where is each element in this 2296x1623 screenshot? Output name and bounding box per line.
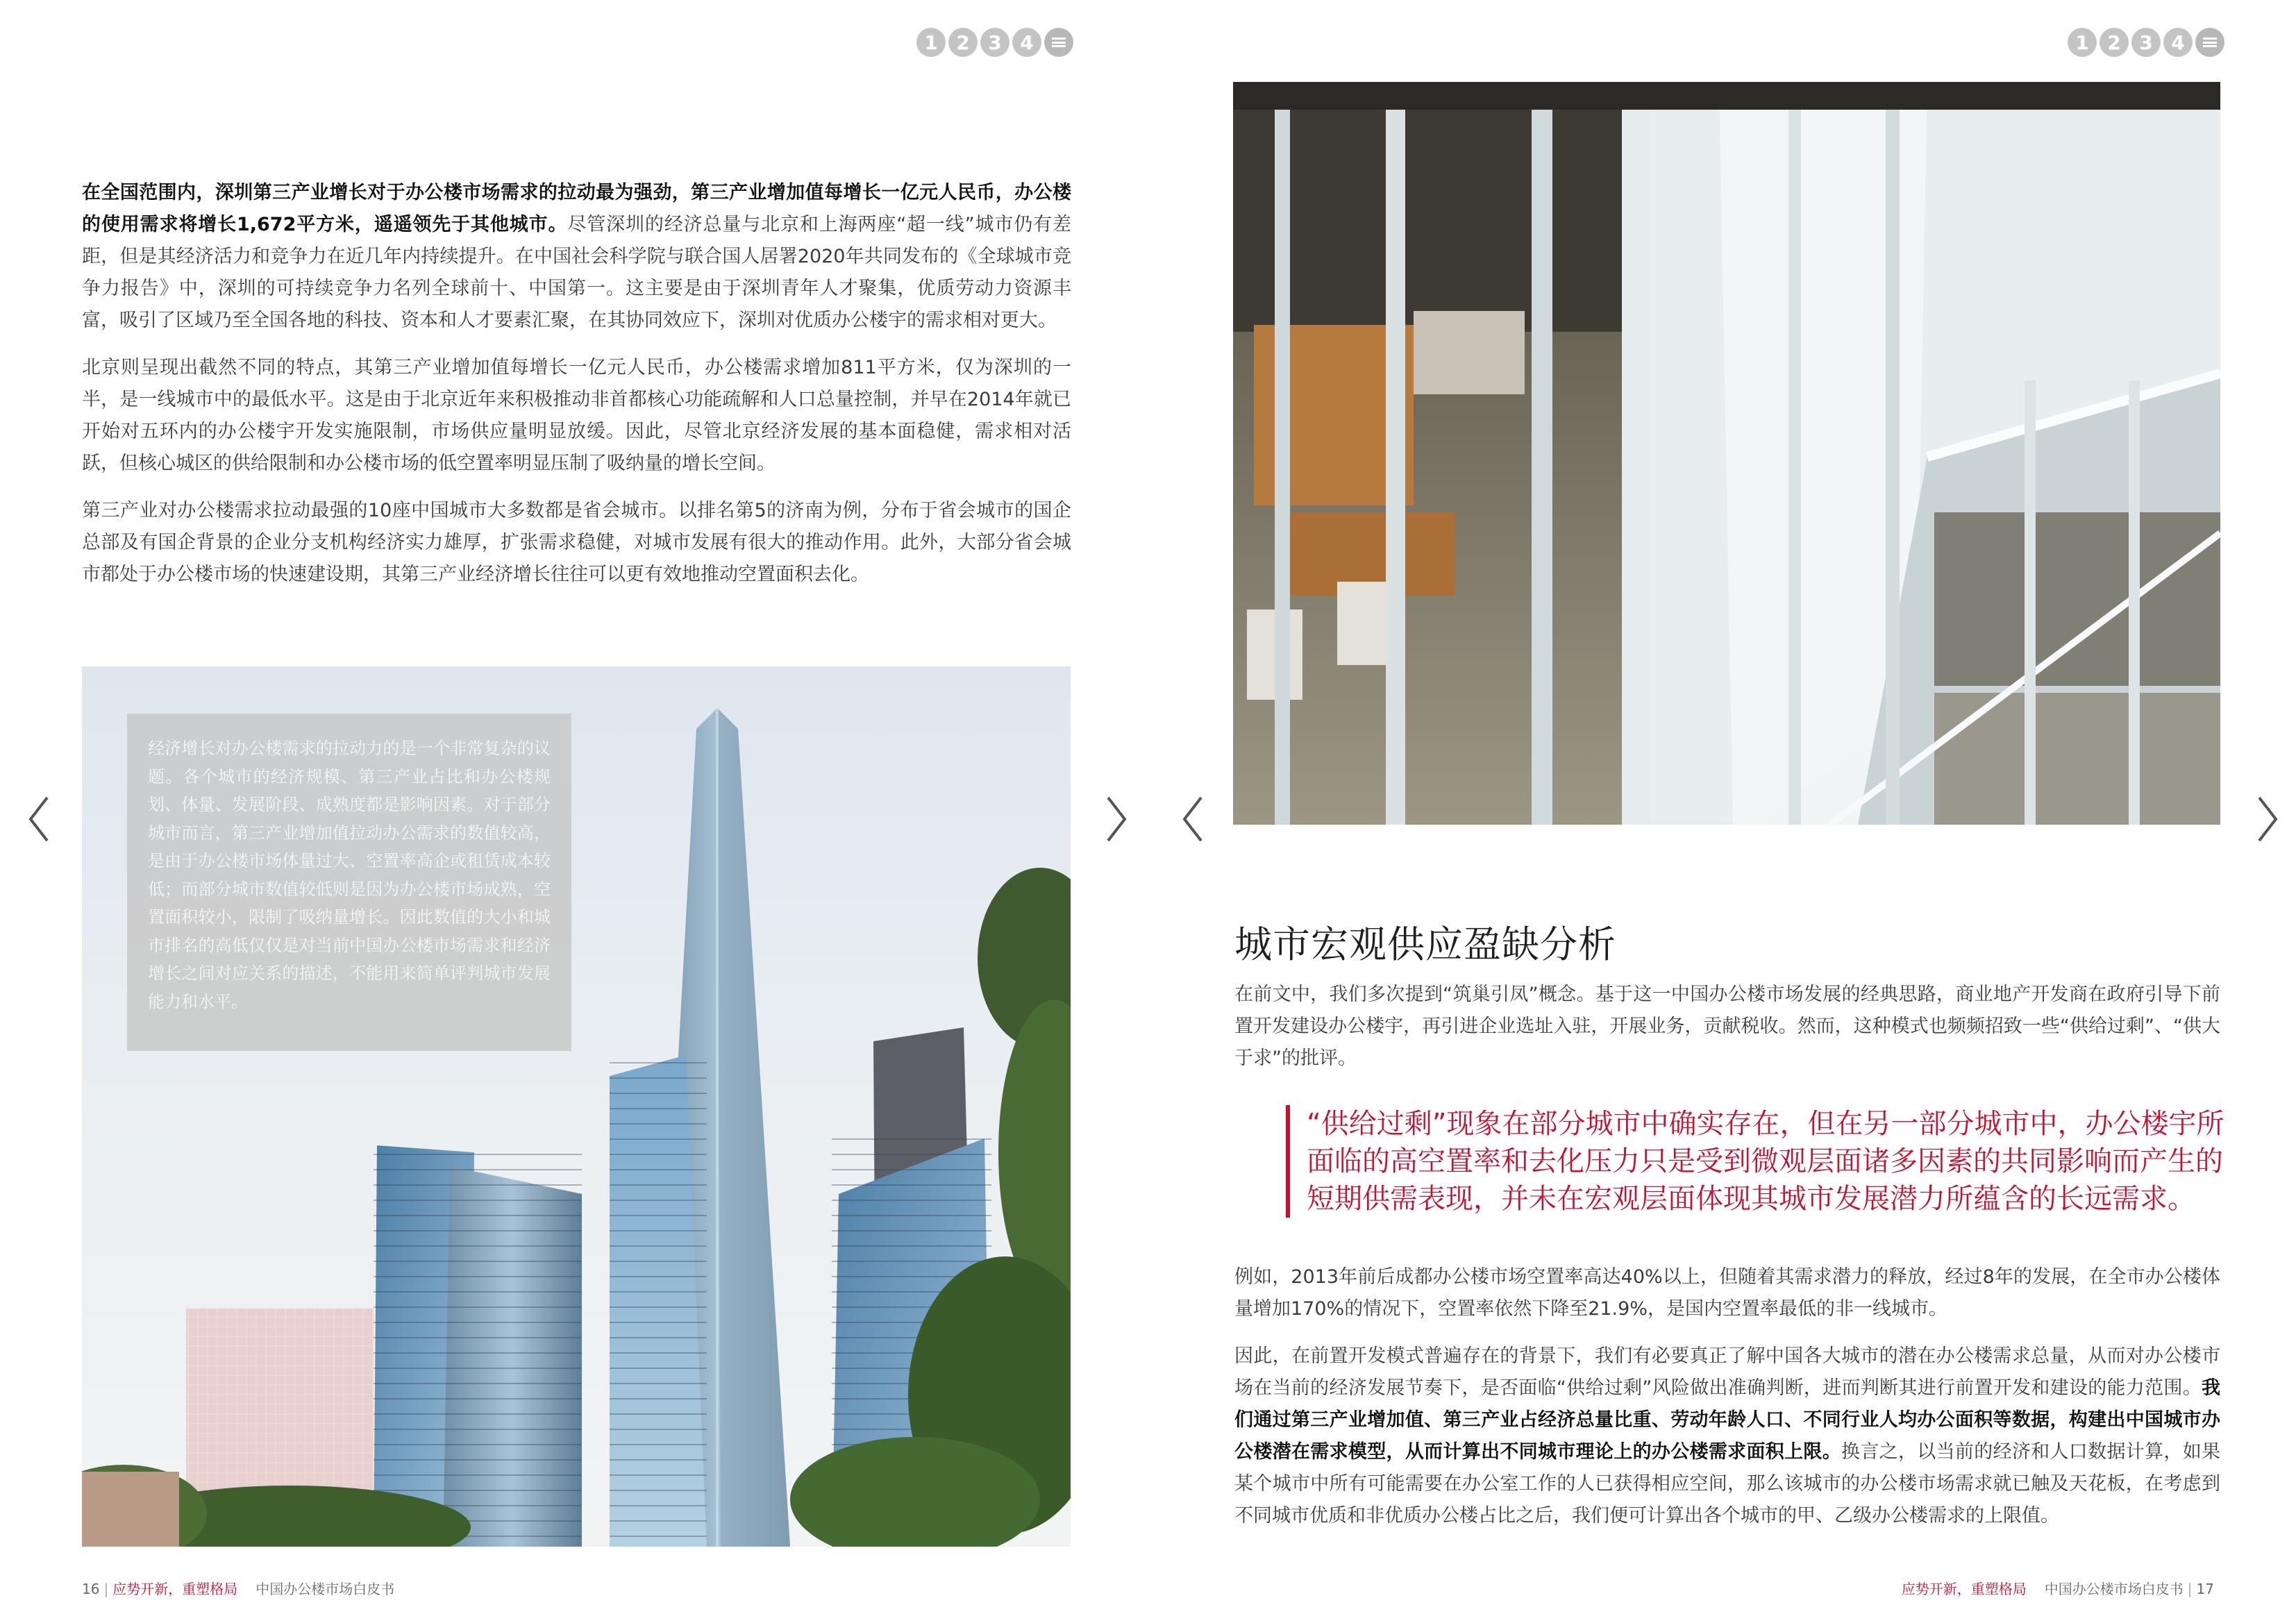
left-footer: [82, 1578, 394, 1598]
paragraph-end: 换言之，以当前的经济和人口数据计算，如果某个城市中所有可能需要在办公室工作的人已获得相应空间，那么该城市的办公楼市场需求就已触及天花板，在考虑到不同城市优质和非优质办公楼占比之后，我们便可计算出各个城市的甲、乙级办公楼需求的上限值。: [1234, 1441, 2221, 1527]
prev-page-arrow[interactable]: [1179, 795, 1207, 843]
chapter-3-button[interactable]: 3: [980, 28, 1009, 57]
footer-tagline: 应势开新，重塑格局: [112, 1581, 238, 1597]
footer-publication: 中国办公楼市场白皮书: [255, 1581, 395, 1597]
chapter-4-button[interactable]: 4: [1012, 28, 1041, 57]
menu-button[interactable]: [2195, 28, 2224, 57]
paragraph-start: 因此，在前置开发模式普遍存在的背景下，我们有必要真正了解中国各大城市的潜在办公楼需求总量，从而对办公楼市场在当前的经济发展节奏下，是否面临“供给过剩”风险做出准确判断，进而判断其进行前置开发和建设的能力范围。: [1234, 1345, 2220, 1399]
chapter-1-button[interactable]: 1: [2068, 28, 2097, 57]
pull-quote: “供给过剩”现象在部分城市中确实存在，但在另一部分城市中，办公楼宇所面临的高空置率和去化压力只是受到微观层面诸多因素的共同影响而产生的短期供需表现，并未在宏观层面体现其城市发展潜力所蕴含的长远需求。: [1286, 1105, 2247, 1218]
paragraph: [1234, 1340, 2220, 1532]
chevron-right-icon: [1103, 795, 1130, 843]
footer-separator: |: [2187, 1581, 2193, 1597]
chapter-3-button[interactable]: 3: [2131, 28, 2161, 57]
bold-lead: 在全国范围内，深圳第三产业增长对于办公楼市场需求的拉动最为强劲，第三产业增加值每增长一亿元人民币，办公楼的使用需求将增长1,672平方米，遥遥领先于其他城市。: [82, 182, 1071, 235]
paragraph: 北京则呈现出截然不同的特点，其第三产业增加值每增长一亿元人民币，办公楼需求增加811平方米，仅为深圳的一半，是一线城市中的最低水平。这是由于北京近年来积极推动非首都核心功能疏解和人口总量控制，并早在2014年就已开始对五环内的办公楼宇开发实施限制，市场供应量明显放缓。因此，尽管北京经济发展的基本面稳健，需求相对活跃，但核心城区的供给限制和办公楼市场的低空置率明显压制了吸纳量的增长空间。: [82, 357, 1071, 474]
right-body-text-intro: [1234, 979, 2220, 1090]
chapter-4-button[interactable]: 4: [2163, 28, 2193, 57]
glass-office-photo: [1233, 82, 2220, 825]
left-body-text: [82, 177, 1071, 606]
footer-publication: 中国办公楼市场白皮书: [2044, 1581, 2184, 1597]
footer-tagline: 应势开新，重塑格局: [1901, 1581, 2027, 1597]
paragraph: 例如，2013年前后成都办公楼市场空置率高达40%以上，但随着其需求潜力的释放，经过8年的发展，在全市办公楼体量增加170%的情况下，空置率依然下降至21.9%，是国内空置率最低的非一线城市。: [1234, 1266, 2220, 1320]
paragraph: 在前文中，我们多次提到“筑巢引凤”概念。基于这一中国办公楼市场发展的经典思路，商业地产开发商在政府引导下前置开发建设办公楼宇，再引进企业选址入驻，开展业务，贡献税收。然而，这种模式也频频招致一些“供给过剩”、“供大于求”的批评。: [1234, 984, 2220, 1069]
paragraph: [82, 177, 1071, 337]
chevron-left-icon: [25, 795, 53, 843]
chapter-1-button[interactable]: 1: [916, 28, 946, 57]
chapter-nav: [2068, 28, 2224, 57]
paragraph: 第三产业对办公楼需求拉动最强的10座中国城市大多数都是省会城市。以排名第5的济南为例，分布于省会城市的国企总部及有国企背景的企业分支机构经济实力雄厚，扩张需求稳健，对城市发展有很大的推动作用。此外，大部分省会城市都处于办公楼市场的快速建设期，其第三产业经济增长往往可以更有效地推动空置面积去化。: [82, 500, 1071, 585]
footer-separator: |: [103, 1581, 109, 1597]
menu-button[interactable]: [1044, 28, 1073, 57]
chevron-right-icon: [2254, 795, 2281, 843]
next-page-arrow[interactable]: [2254, 795, 2281, 843]
chapter-nav: [916, 28, 1073, 57]
glass-facade-illustration: [1233, 82, 2220, 825]
menu-icon: [2203, 37, 2217, 47]
bold-statement: 我们通过第三产业增加值、第三产业占经济总量比重、劳动年龄人口、不同行业人均办公面积等数据，构建出中国城市办公楼潜在需求模型，从而计算出不同城市理论上的办公楼需求面积上限。: [1234, 1377, 2220, 1463]
page-number: 17: [2196, 1581, 2214, 1597]
chapter-2-button[interactable]: 2: [2100, 28, 2129, 57]
next-page-arrow[interactable]: [1103, 795, 1130, 843]
photo-caption-box: 经济增长对办公楼需求的拉动力的是一个非常复杂的议题。各个城市的经济规模、第三产业占比和办公楼规划、体量、发展阶段、成熟度都是影响因素。对于部分城市而言，第三产业增加值拉动办公需求的数值较高，是由于办公楼市场体量过大、空置率高企或租赁成本较低；而部分城市数值较低则是因为办公楼市场成熟，空置面积较小，限制了吸纳量增长。因此数值的大小和城市排名的高低仅仅是对当前中国办公楼市场需求和经济增长之间对应关系的描述，不能用来简单评判城市发展能力和水平。: [127, 714, 571, 1051]
right-page: [1148, 0, 2296, 1623]
section-title: 城市宏观供应盈缺分析: [1234, 923, 1616, 966]
chevron-left-icon: [1179, 795, 1207, 843]
prev-page-arrow[interactable]: [25, 795, 53, 843]
paragraph-rest: 尽管深圳的经济总量与北京和上海两座“超一线”城市仍有差距，但是其经济活力和竞争力在近几年内持续提升。在中国社会科学院与联合国人居署2020年共同发布的《全球城市竞争力报告》中，深圳的可持续竞争力名列全球前十、中国第一。这主要是由于深圳青年人才聚集，优质劳动力资源丰富，吸引了区域乃至全国各地的科技、资本和人才要素汇聚，在其协同效应下，深圳对优质办公楼宇的需求相对更大。: [82, 214, 1071, 331]
right-footer: [1902, 1578, 2214, 1598]
menu-icon: [1052, 37, 1066, 47]
chapter-2-button[interactable]: 2: [948, 28, 978, 57]
page-number: 16: [82, 1581, 100, 1597]
right-body-text: [1234, 1261, 2220, 1547]
